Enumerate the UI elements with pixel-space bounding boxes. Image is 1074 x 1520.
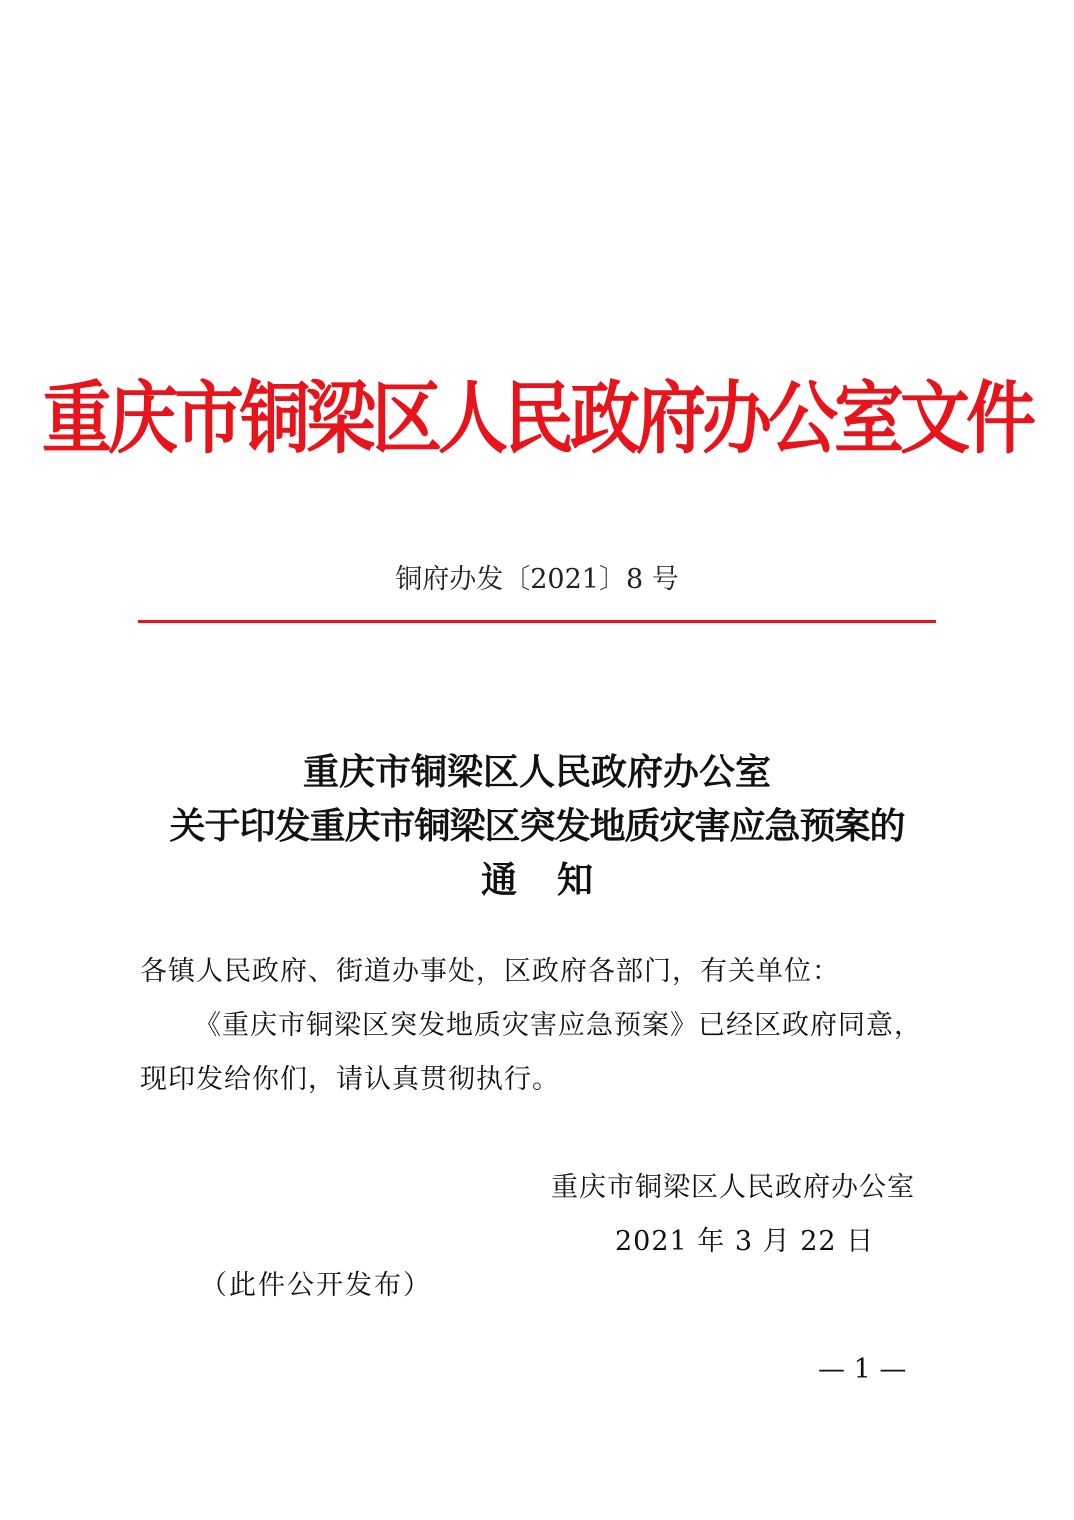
title-line-1: 重庆市铜梁区人民政府办公室 (302, 751, 771, 793)
body-paragraph-line-2: 现印发给你们，请认真贯彻执行。 (140, 1064, 560, 1095)
masthead-title: 重庆市铜梁区人民政府办公室文件 (42, 372, 1032, 465)
public-release-note: （此件公开发布） (200, 1270, 432, 1301)
issue-date: 2021 年 3 月 22 日 (615, 1226, 875, 1257)
title-line-3 (0, 853, 1074, 907)
document-number: 铜府办发〔2021〕8 号 (395, 564, 679, 595)
title-line-2: 关于印发重庆市铜梁区突发地质灾害应急预案的 (169, 805, 905, 847)
page-number: — 1 — (818, 1354, 907, 1385)
title-notice-word: 通知 (480, 859, 633, 901)
red-divider-line (138, 620, 936, 623)
body-paragraph-line-1: 《重庆市铜梁区突发地质灾害应急预案》已经区政府同意， (194, 1010, 922, 1041)
notice-title (0, 745, 1074, 907)
issuer-signature: 重庆市铜梁区人民政府办公室 (551, 1172, 915, 1203)
addressee-line: 各镇人民政府、街道办事处，区政府各部门，有关单位： (140, 956, 840, 987)
